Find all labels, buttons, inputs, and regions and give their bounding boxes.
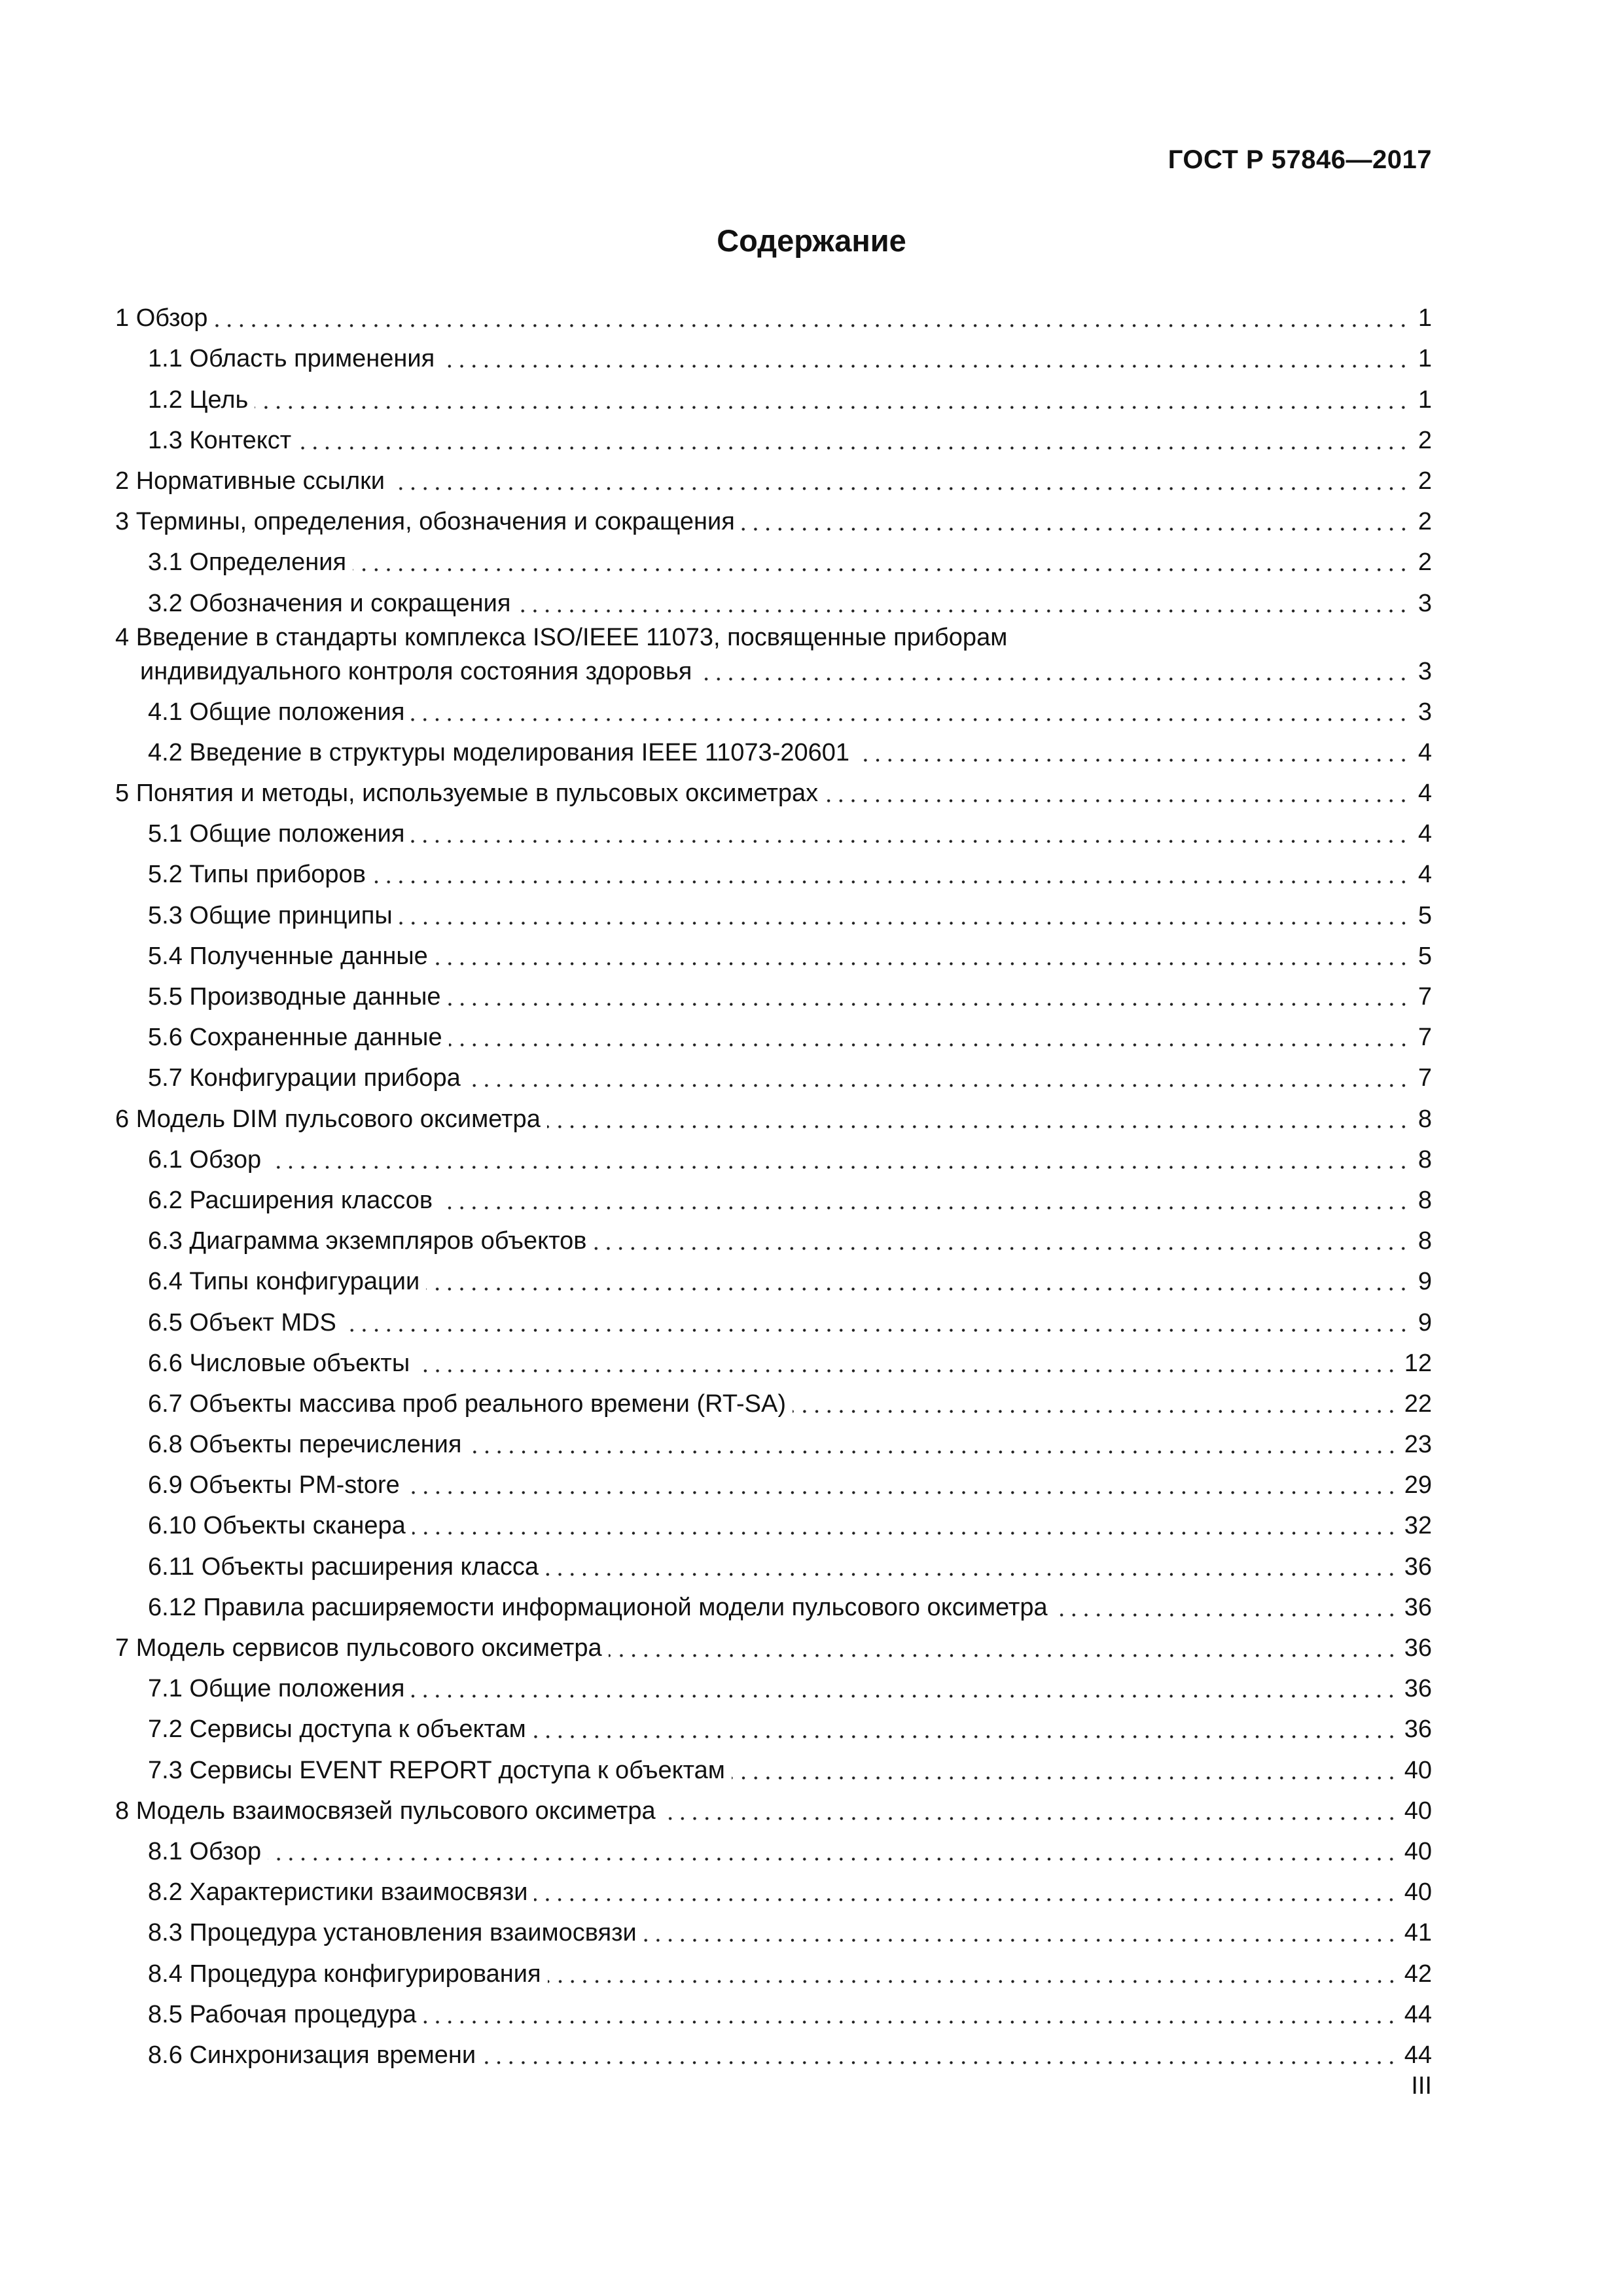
toc-page-number: 9 [1418,1268,1432,1296]
toc-entry[interactable] [115,971,1432,1012]
toc-page-number: 9 [1418,1308,1432,1336]
toc-entry-title: 8.6 Синхронизация времени [148,2041,476,2069]
toc-entry-title: 4.1 Общие положения [148,698,405,726]
toc-page-number: 40 [1404,1837,1432,1865]
toc-entry[interactable] [115,1012,1432,1052]
toc-entry-title: 6.7 Объекты массива проб реального времени (RT-SA) [148,1390,786,1418]
toc-entry-title: 5.3 Общие принципы [148,901,393,929]
toc-entry-title: 4 Введение в стандарты комплекса ISO/IEEE 11073, посвященные приборам [115,623,1008,651]
toc-page-number: 44 [1404,2000,1432,2028]
dot-leader [426,1287,1410,1291]
toc-page-number: 3 [1418,657,1432,685]
dot-leader [423,2020,1397,2024]
toc-entry-title: 6.12 Правила расширяемости информационой модели пульсового оксиметра [148,1593,1048,1621]
toc-page-number: 29 [1404,1471,1432,1499]
toc-entry-title: 6.2 Расширения классов [148,1186,433,1214]
toc-entry[interactable] [115,1582,1432,1623]
toc-page-number: 4 [1418,820,1432,848]
dot-leader [255,405,1410,409]
toc-page-number: 8 [1418,1227,1432,1255]
dot-leader [399,921,1410,925]
toc-page-number: 3 [1418,589,1432,617]
toc-page-number: 36 [1404,1634,1432,1662]
toc-entry-title: 5.5 Производные данные [148,983,441,1011]
toc-entry-title: 3.1 Определения [148,548,347,577]
dot-leader [856,758,1410,762]
toc-page-number: 2 [1418,426,1432,454]
toc-entry-title: 6 Модель DIM пульсового оксиметра [115,1105,541,1133]
dot-leader [411,717,1410,721]
toc-page-number: 8 [1418,1145,1432,1174]
toc-entry[interactable] [115,1419,1432,1460]
toc-entry-title: 6.4 Типы конфигурации [148,1268,420,1296]
dot-leader [435,961,1410,965]
toc-entry[interactable] [115,577,1432,618]
toc-entry-title: 8.1 Обзор [148,1837,262,1865]
toc-entry-title: 6.10 Объекты сканера [148,1512,406,1540]
toc-entry-title: 1.3 Контекст [148,426,292,454]
dot-leader [268,1165,1410,1169]
toc-entry-title: 5.1 Общие положения [148,820,405,848]
dot-leader [268,1857,1398,1861]
toc-entry-title: 6.5 Объект MDS [148,1308,336,1336]
dot-leader [545,1572,1398,1576]
toc-entry[interactable] [115,374,1432,414]
dot-leader [298,446,1410,450]
dot-leader [441,364,1410,368]
dot-leader [547,1124,1410,1128]
toc-entry[interactable] [115,1460,1432,1500]
toc-page-number: 4 [1418,780,1432,808]
dot-leader [548,1979,1398,1983]
dot-leader [372,880,1410,884]
toc-entry-title: 6.1 Обзор [148,1145,262,1174]
toc-page-number: 23 [1404,1431,1432,1459]
toc-page-number: 7 [1418,1064,1432,1092]
dot-leader [643,1938,1398,1942]
toc-entry-title: 5 Понятия и методы, используемые в пульсовых оксиметрах [115,780,819,808]
toc-page-number: 36 [1404,1552,1432,1581]
dot-leader [482,2060,1398,2064]
toc-entry[interactable] [115,1663,1432,1704]
dot-leader [416,1369,1398,1372]
toc-entry[interactable] [115,849,1432,889]
toc-page-number: 12 [1404,1349,1432,1377]
toc-entry-title: 5.2 Типы приборов [148,861,366,889]
dot-leader [609,1653,1398,1657]
dot-leader [467,1083,1410,1087]
toc-entry-title: 7.1 Общие положения [148,1675,405,1703]
toc-entry[interactable] [115,1134,1432,1175]
toc-entry[interactable] [115,1907,1432,1948]
toc-entry-title-continued: индивидуального контроля состояния здоровья [140,657,692,685]
toc-page-number: 40 [1404,1878,1432,1907]
toc-page-number: 1 [1418,386,1432,414]
toc-entry[interactable] [115,333,1432,374]
toc-entry-title: 5.4 Полученные данные [148,942,428,970]
dot-leader [517,609,1410,613]
toc-entry-title: 5.6 Сохраненные данные [148,1024,442,1052]
page-number: III [1411,2072,1432,2100]
dot-leader [793,1409,1398,1413]
toc-entry[interactable] [115,1175,1432,1215]
page-title: Содержание [717,223,906,258]
toc-entry[interactable] [115,1744,1432,1785]
toc-entry[interactable] [115,1256,1432,1297]
toc-entry[interactable] [115,1378,1432,1419]
document-number: ГОСТ Р 57846—2017 [1168,145,1432,174]
toc-entry-title: 8.5 Рабочая процедура [148,2000,417,2028]
toc-entry[interactable] [115,687,1432,727]
dot-leader [343,1328,1410,1332]
toc-entry-title: 8.2 Характеристики взаимосвязи [148,1878,528,1907]
toc-page-number: 2 [1418,508,1432,536]
toc-page-number: 7 [1418,1024,1432,1052]
toc-entry[interactable] [115,1297,1432,1337]
toc-page-number: 41 [1404,1919,1432,1947]
toc-entry[interactable] [115,1338,1432,1378]
dot-leader [412,1531,1398,1535]
toc-entry[interactable] [115,727,1432,768]
toc-entry-continuation[interactable] [115,653,1432,687]
toc-entry[interactable] [115,1500,1432,1541]
dot-leader [741,527,1410,531]
toc-entry-title: 5.7 Конфигурации прибора [148,1064,461,1092]
toc-page-number: 36 [1404,1675,1432,1703]
dot-leader [449,1043,1410,1047]
toc-page-number: 36 [1404,1593,1432,1621]
toc-entry[interactable] [115,1541,1432,1581]
dot-leader [534,1897,1397,1901]
toc-entry[interactable] [115,1785,1432,1826]
toc-entry-title: 2 Нормативные ссылки [115,467,385,495]
toc-page-number: 4 [1418,738,1432,766]
toc-entry-title: 7.2 Сервисы доступа к объектам [148,1715,526,1744]
toc-entry[interactable] [115,415,1432,456]
dot-leader [448,1002,1410,1006]
toc-entry-title: 3.2 Обозначения и сокращения [148,589,511,617]
toc-page-number: 36 [1404,1715,1432,1744]
toc-entry[interactable] [115,1052,1432,1093]
toc-entry-title: 3 Термины, определения, обозначения и сокращения [115,508,735,536]
dot-leader [411,839,1410,843]
toc-page-number: 2 [1418,467,1432,495]
toc-entry-title: 4.2 Введение в структуры моделирования IEEE 11073-20601 [148,738,850,766]
toc-entry[interactable] [115,537,1432,577]
toc-entry[interactable] [115,889,1432,930]
dot-leader [391,486,1410,490]
toc-entry[interactable] [115,1093,1432,1134]
toc-page-number: 32 [1404,1512,1432,1540]
toc-page-number: 5 [1418,901,1432,929]
toc-entry[interactable] [115,456,1432,496]
dot-leader [411,1694,1397,1698]
toc-page-number: 8 [1418,1105,1432,1133]
toc-entry-title: 1.1 Область применения [148,345,435,373]
toc-entry-title: 6.6 Числовые объекты [148,1349,410,1377]
dot-leader [825,798,1410,802]
toc-entry[interactable] [115,2030,1432,2070]
toc-entry-title: 6.11 Объекты расширения класса [148,1552,539,1581]
toc-page-number: 22 [1404,1390,1432,1418]
toc-page-number: 1 [1418,304,1432,332]
toc-page-number: 4 [1418,861,1432,889]
toc-entry[interactable] [115,1826,1432,1867]
dot-leader [698,677,1410,681]
toc-entry[interactable] [115,768,1432,808]
toc-entry-title: 8.3 Процедура установления взаимосвязи [148,1919,637,1947]
dot-leader [662,1816,1398,1820]
dot-leader [439,1206,1410,1210]
toc-page-number: 8 [1418,1186,1432,1214]
dot-leader [469,1450,1398,1454]
toc-entry-title: 8.4 Процедура конфигурирования [148,1960,541,1988]
toc-entry[interactable] [115,1867,1432,1907]
toc-page-number: 1 [1418,345,1432,373]
toc-entry[interactable] [115,1215,1432,1256]
toc-entry[interactable] [115,619,1432,653]
toc-entry[interactable] [115,1989,1432,2030]
toc-entry[interactable] [115,496,1432,537]
dot-leader [533,1734,1398,1738]
toc-page-number: 40 [1404,1756,1432,1784]
toc-page-number: 42 [1404,1960,1432,1988]
toc-page-number: 3 [1418,698,1432,726]
toc-entry-title: 6.3 Диаграмма экземпляров объектов [148,1227,587,1255]
toc-entry-title: 1.2 Цель [148,386,249,414]
toc-entry-title: 6.8 Объекты перечисления [148,1431,462,1459]
toc-entry-title: 1 Обзор [115,304,208,332]
dot-leader [214,323,1410,327]
toc-entry-title: 6.9 Объекты PM-store [148,1471,400,1499]
dot-leader [1054,1613,1398,1617]
toc-entry-title: 7.3 Сервисы EVENT REPORT доступа к объектам [148,1756,725,1784]
toc-entry[interactable] [115,293,1432,333]
toc-page-number: 2 [1418,548,1432,577]
toc-page-number: 44 [1404,2041,1432,2069]
dot-leader [353,567,1410,571]
dot-leader [406,1490,1398,1494]
toc-entry[interactable] [115,931,1432,971]
toc-page-number: 5 [1418,942,1432,970]
dot-leader [593,1246,1410,1250]
toc-entry[interactable] [115,1623,1432,1663]
toc-entry[interactable] [115,1704,1432,1744]
table-of-contents [115,293,1432,2070]
toc-entry-title: 7 Модель сервисов пульсового оксиметра [115,1634,602,1662]
toc-page-number: 7 [1418,983,1432,1011]
toc-page-number: 40 [1404,1797,1432,1825]
toc-entry-title: 8 Модель взаимосвязей пульсового оксиметра [115,1797,656,1825]
toc-entry[interactable] [115,808,1432,849]
toc-entry[interactable] [115,1948,1432,1988]
dot-leader [732,1776,1398,1780]
